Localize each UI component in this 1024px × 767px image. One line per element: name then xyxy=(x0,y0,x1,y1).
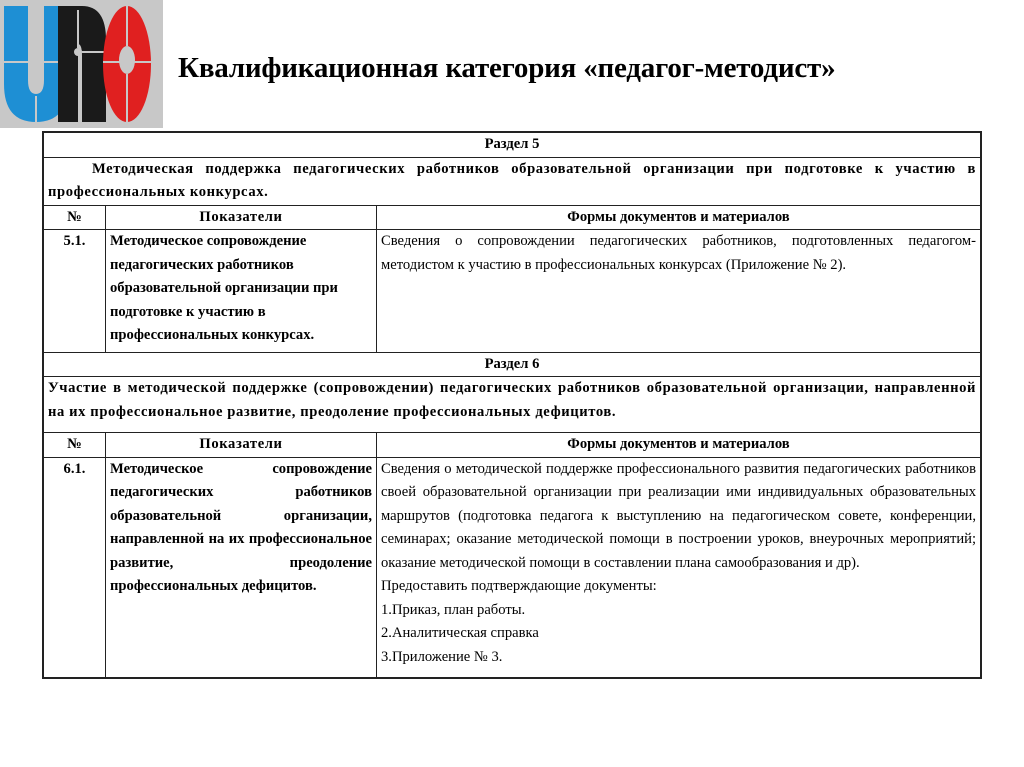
row-number: 5.1. xyxy=(43,230,106,353)
row-indicator: Методическое сопровождение педагогических работников образовательной организации при подготовке к участию в профессиональных конкурсах. xyxy=(106,230,377,353)
section-6-heading-row xyxy=(43,352,981,377)
column-header-number: № xyxy=(43,433,106,458)
section-5-heading-row xyxy=(43,132,981,157)
page-title: Квалификационная категория «педагог-методист» xyxy=(178,52,836,84)
section-heading: Раздел 5 xyxy=(43,132,981,157)
column-header-indicators: Показатели xyxy=(106,433,377,458)
row-forms xyxy=(377,457,982,678)
table-row xyxy=(43,457,981,678)
logo-graphic xyxy=(0,0,163,128)
forms-paragraph: Сведения о методической поддержке профессионального развития педагогических работников своей образовательной организации при реализации ими индивидуальных образовательных маршрутов (подготовка педагога к выступлению на педагогическом совете, конференции, семинарах; оказание методической помощи в построении уроков, внеурочных мероприятий; оказание методической помощи в составлении плана самообразования и др). xyxy=(381,460,976,571)
forms-list-item: 2.Аналитическая справка xyxy=(381,625,539,641)
forms-paragraph: Предоставить подтверждающие документы: xyxy=(381,578,657,594)
row-number: 6.1. xyxy=(43,457,106,678)
section-5-column-header-row xyxy=(43,205,981,230)
column-header-forms: Формы документов и материалов xyxy=(377,205,982,230)
row-forms: Сведения о сопровождении педагогических работников, подготовленных педагогом-методистом к участию в профессиональных конкурсах (Приложение № 2). xyxy=(377,230,982,353)
column-header-indicators: Показатели xyxy=(106,205,377,230)
forms-list-item: 1.Приказ, план работы. xyxy=(381,601,526,618)
column-header-number: № xyxy=(43,205,106,230)
forms-list-item: 3.Приложение № 3. xyxy=(381,648,503,665)
section-heading: Раздел 6 xyxy=(43,352,981,377)
section-5-description-row xyxy=(43,157,981,205)
upo-logo xyxy=(0,0,163,128)
row-indicator: Методическое сопровождение педагогических работников образовательной организации, направленной на их профессиональное развитие, преодоление профессиональных дефицитов. xyxy=(106,457,377,678)
section-6-description-row xyxy=(43,377,981,433)
section-description: Участие в методической поддержке (сопровождении) педагогических работников образовательной организации, направленной на их профессиональное развитие, преодоление профессиональных дефицитов. xyxy=(43,377,981,433)
section-description: Методическая поддержка педагогических работников образовательной организации при подготовке к участию в профессиональных конкурсах. xyxy=(43,157,981,205)
column-header-forms: Формы документов и материалов xyxy=(377,433,982,458)
table-row xyxy=(43,230,981,353)
section-6-column-header-row xyxy=(43,433,981,458)
qualification-table xyxy=(42,131,982,679)
